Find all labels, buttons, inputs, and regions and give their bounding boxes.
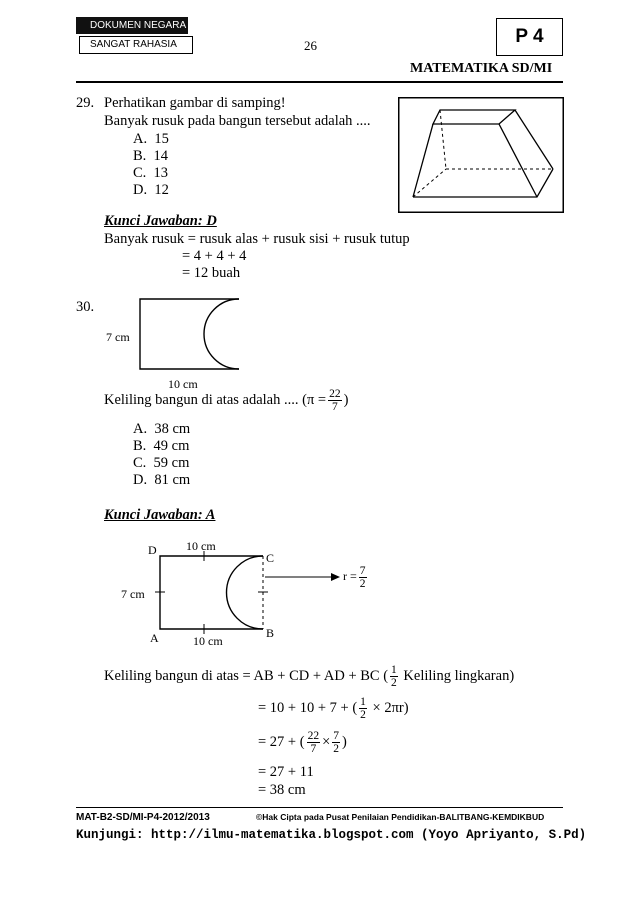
- q30-solution-line5: = 38 cm: [258, 782, 306, 798]
- vertex-b-label: B: [266, 626, 275, 640]
- q30-number: 30.: [76, 299, 95, 315]
- q29-option-b: B. 14: [133, 148, 169, 164]
- diagram-top-label: 10 cm: [186, 539, 216, 553]
- frustum-figure: [398, 97, 564, 213]
- q29-line2: Banyak rusuk pada bangun tersebut adalah ....: [104, 113, 371, 129]
- q29-line1: Perhatikan gambar di samping!: [104, 95, 286, 111]
- header-rule: [76, 81, 563, 83]
- page-number: 26: [304, 38, 317, 53]
- q30-option-b: B. 49 cm: [133, 438, 190, 454]
- secrecy-label: SANGAT RAHASIA: [79, 36, 193, 54]
- q30-option-d: D. 81 cm: [133, 472, 191, 488]
- packet-badge: P 4: [496, 18, 563, 56]
- footer-visit-link[interactable]: Kunjungi: http://ilmu-matematika.blogspot.com (Yoyo Apriyanto, S.Pd): [76, 828, 587, 842]
- diagram-left-label: 7 cm: [121, 587, 145, 601]
- radius-label: r = $\frac{7}{2}$: [343, 564, 366, 590]
- q30-solution-line3: = 27 + ( $\frac{22}{7}$ × $\frac{7}{2}$ ): [258, 730, 347, 756]
- q30-solution-line1: Keliling bangun di atas = AB + CD + AD + BC ( $\frac{1}{2}$ Keliling lingkaran): [104, 664, 515, 690]
- q30-solution-diagram: [150, 550, 350, 635]
- q30-option-c: C. 59 cm: [133, 455, 190, 471]
- diagram-bottom-label: 10 cm: [193, 634, 223, 648]
- subject-title: MATEMATIKA SD/MI: [410, 61, 553, 76]
- q30-solution-line4: = 27 + 11: [258, 764, 314, 780]
- q30-shape-figure: [138, 297, 242, 372]
- footer-copyright: ©Hak Cipta pada Pusat Penilaian Pendidikan-BALITBANG-KEMDIKBUD: [256, 812, 545, 822]
- q29-solution-line2: = 4 + 4 + 4: [182, 248, 247, 264]
- q29-option-d: D. 12: [133, 182, 169, 198]
- vertex-a-label: A: [150, 631, 159, 645]
- footer-rule: [76, 807, 563, 808]
- q29-solution-line3: = 12 buah: [182, 265, 241, 281]
- vertex-c-label: C: [266, 551, 275, 565]
- classification-label: DOKUMEN NEGARA: [76, 17, 188, 34]
- q29-option-a: A. 15: [133, 131, 169, 147]
- q30-height-label: 7 cm: [106, 330, 130, 344]
- q30-solution-line2: = 10 + 10 + 7 + ( $\frac{1}{2}$ × 2πr): [258, 696, 409, 722]
- vertex-d-label: D: [148, 543, 157, 557]
- q29-option-c: C. 13: [133, 165, 169, 181]
- q29-number: 29.: [76, 95, 95, 111]
- pi-fraction: $\frac{22}{7}$: [329, 388, 341, 414]
- q30-option-a: A. 38 cm: [133, 421, 191, 437]
- footer-code: MAT-B2-SD/MI-P4-2012/2013: [76, 812, 210, 823]
- q29-solution-line1: Banyak rusuk = rusuk alas + rusuk sisi + rusuk tutup: [104, 231, 410, 247]
- radius-fraction: $\frac{7}{2}$: [359, 564, 366, 590]
- q30-answer-key: Kunci Jawaban: A: [104, 507, 216, 523]
- q29-answer-key: Kunci Jawaban: D: [104, 213, 217, 229]
- q30-question: Keliling bangun di atas adalah .... (π = $\frac{22}{7}$ ): [104, 388, 349, 414]
- q30-width-label: 10 cm: [168, 377, 198, 391]
